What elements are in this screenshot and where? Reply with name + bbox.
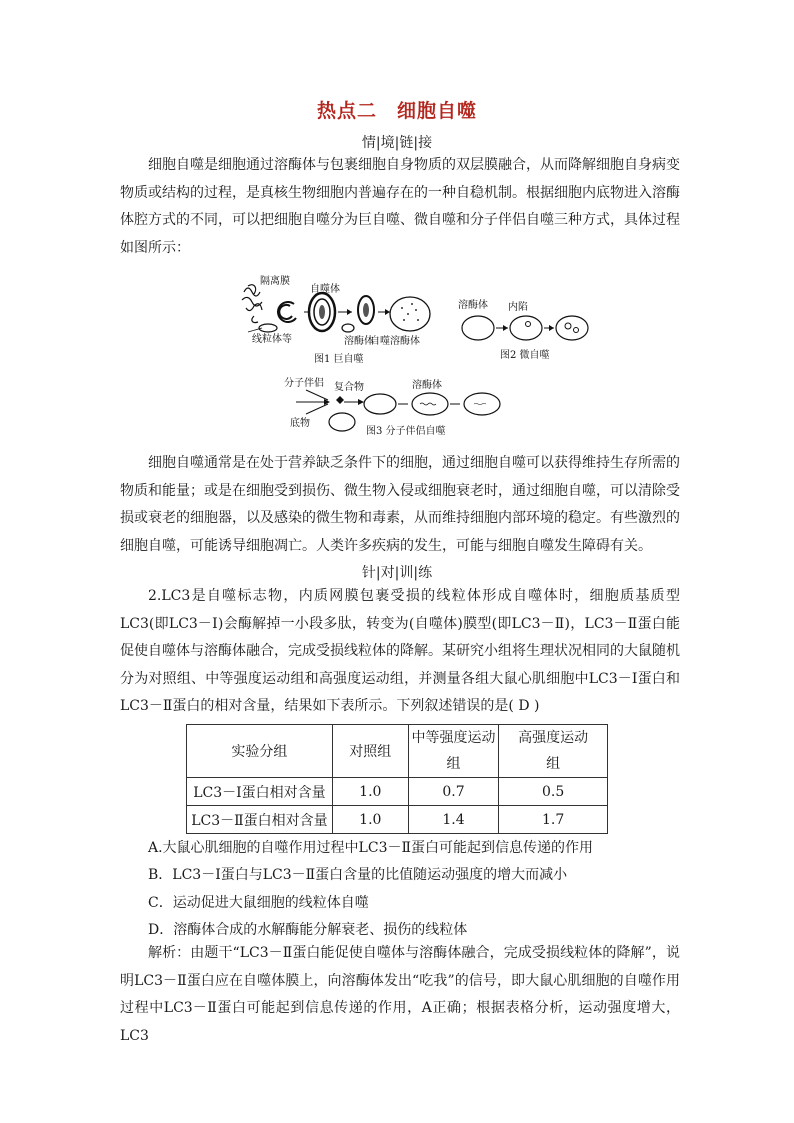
table-cell: 1.0 xyxy=(332,778,408,806)
label-mitochondria: 线粒体等 xyxy=(252,334,292,345)
caption-fig3: 图3 分子伴侣自噬 xyxy=(366,426,446,437)
label-substrate: 底物 xyxy=(290,418,310,429)
section-heading-context: 情|境|链|接 xyxy=(361,135,433,151)
analysis-paragraph: 解析：由题干“LC3－Ⅱ蛋白能促使自噬体与溶酶体融合，完成受损线粒体的降解”，说明LC3－Ⅱ蛋白应在自噬体膜上，向溶酶体发出“吃我”的信号，即大鼠心肌细胞的自噬作用过程中LC3－Ⅱ蛋白可能起到信息传递的作用，A正确；根据表格分析，运动强度增大，LC3 xyxy=(120,945,680,1044)
fig3-lysosome-small xyxy=(329,413,355,431)
label-isolation-membrane: 隔离膜 xyxy=(260,276,290,287)
table-header-cell: 高强度运动组 xyxy=(499,725,608,778)
option-a: A.大鼠心肌细胞的自噬作用过程中LC3－Ⅱ蛋白可能起到信息传递的作用 xyxy=(148,840,593,856)
caption-fig2: 图2 微自噬 xyxy=(500,350,550,361)
label-autophagosome: 自噬体 xyxy=(310,284,340,295)
table-cell: 1.4 xyxy=(408,806,499,834)
label-lysosome-fig3: 溶酶体 xyxy=(412,380,442,391)
fig2-lysosome-1 xyxy=(462,316,494,340)
isolation-membrane-c xyxy=(278,302,296,322)
table-row-label: LC3－Ⅱ蛋白相对含量 xyxy=(187,806,333,834)
label-invagination: 内陷 xyxy=(508,302,528,313)
table-header-cell: 中等强度运动组 xyxy=(408,725,499,778)
table-cell: 0.7 xyxy=(408,778,499,806)
table-header-cell: 对照组 xyxy=(332,725,408,778)
section-heading-practice: 针|对|训|练 xyxy=(361,565,433,581)
table-cell: 1.7 xyxy=(499,806,608,834)
table-header-cell: 实验分组 xyxy=(187,725,333,778)
page-title: 热点二 细胞自噬 xyxy=(316,100,477,122)
label-complex: 复合物 xyxy=(334,382,364,393)
table-cell: 1.0 xyxy=(332,806,408,834)
label-chaperone: 分子伴侣 xyxy=(284,378,324,389)
table-header-row xyxy=(187,725,608,778)
option-b: B．LC3－Ⅰ蛋白与LC3－Ⅱ蛋白含量的比值随运动强度的增大而减小 xyxy=(148,867,568,883)
caption-fig1: 图1 巨自噬 xyxy=(314,354,364,365)
lysosome-shape xyxy=(342,324,354,332)
table-row-label: LC3－Ⅰ蛋白相对含量 xyxy=(187,778,333,806)
option-d: D．溶酶体合成的水解酶能分解衰老、损伤的线粒体 xyxy=(148,922,468,938)
label-lysosome-fig2: 溶酶体 xyxy=(458,300,488,311)
fig2-lysosome-2 xyxy=(510,316,542,340)
explanation-paragraph: 细胞自噬通常是在处于营养缺乏条件下的细胞，通过细胞自噬可以获得维持生存所需的物质和能量；或是在细胞受到损伤、微生物入侵或细胞衰老时，通过细胞自噬，可以清除受损或衰老的细胞器，以及感染的微生物和毒素，从而维持细胞内部环境的稳定。有些激烈的细胞自噬，可能诱导细胞凋亡。人类许多疾病的发生，可能与细胞自噬发生障碍有关。 xyxy=(120,455,680,554)
complex-shape xyxy=(336,396,344,404)
label-lysosome-fig1: 溶酶体 xyxy=(344,336,374,347)
isolation-membrane-shape xyxy=(242,285,262,323)
intro-paragraph: 细胞自噬是细胞通过溶酶体与包裹细胞自身物质的双层膜融合，从而降解细胞自身病变物质或结构的过程，是真核生物细胞内普遍存在的一种自稳机制。根据细胞内底物进入溶酶体腔方式的不同，可以把细胞自噬分为巨自噬、微自噬和分子伴侣自噬三种方式，具体过程如图所示： xyxy=(120,157,680,256)
autophagy-figure-bottom xyxy=(284,376,510,438)
table-row xyxy=(187,806,608,834)
fig2-lysosome-3 xyxy=(556,316,588,340)
question-stem: 2.LC3是自噬标志物，内质网膜包裹受损的线粒体形成自噬体时，细胞质基质型LC3(即LC3－Ⅰ)会酶解掉一小段多肽，转变为(自噬体)膜型(即LC3－Ⅱ)，LC3－Ⅱ蛋白能促使自噬体与溶酶体融合，完成受损线粒体的降解。某研究小组将生理状况相同的大鼠随机分为对照组、中等强度运动组和高强度运动组，并测量各组大鼠心肌细胞中LC3－Ⅰ蛋白和LC3－Ⅱ蛋白的相对含量，结果如下表所示。下列叙述错误的是( D ) xyxy=(120,588,680,714)
option-c: C．运动促进大鼠细胞的线粒体自噬 xyxy=(148,895,369,911)
fig3-lysosome-1 xyxy=(364,394,396,414)
autolysosome-shape xyxy=(390,297,430,331)
label-autolysosome: 自噬溶酶体 xyxy=(370,336,420,347)
fig3-lysosome-2 xyxy=(412,393,448,415)
results-table xyxy=(186,724,608,834)
autophagy-figure-top xyxy=(232,270,602,368)
table-row xyxy=(187,778,608,806)
table-cell: 0.5 xyxy=(499,778,608,806)
